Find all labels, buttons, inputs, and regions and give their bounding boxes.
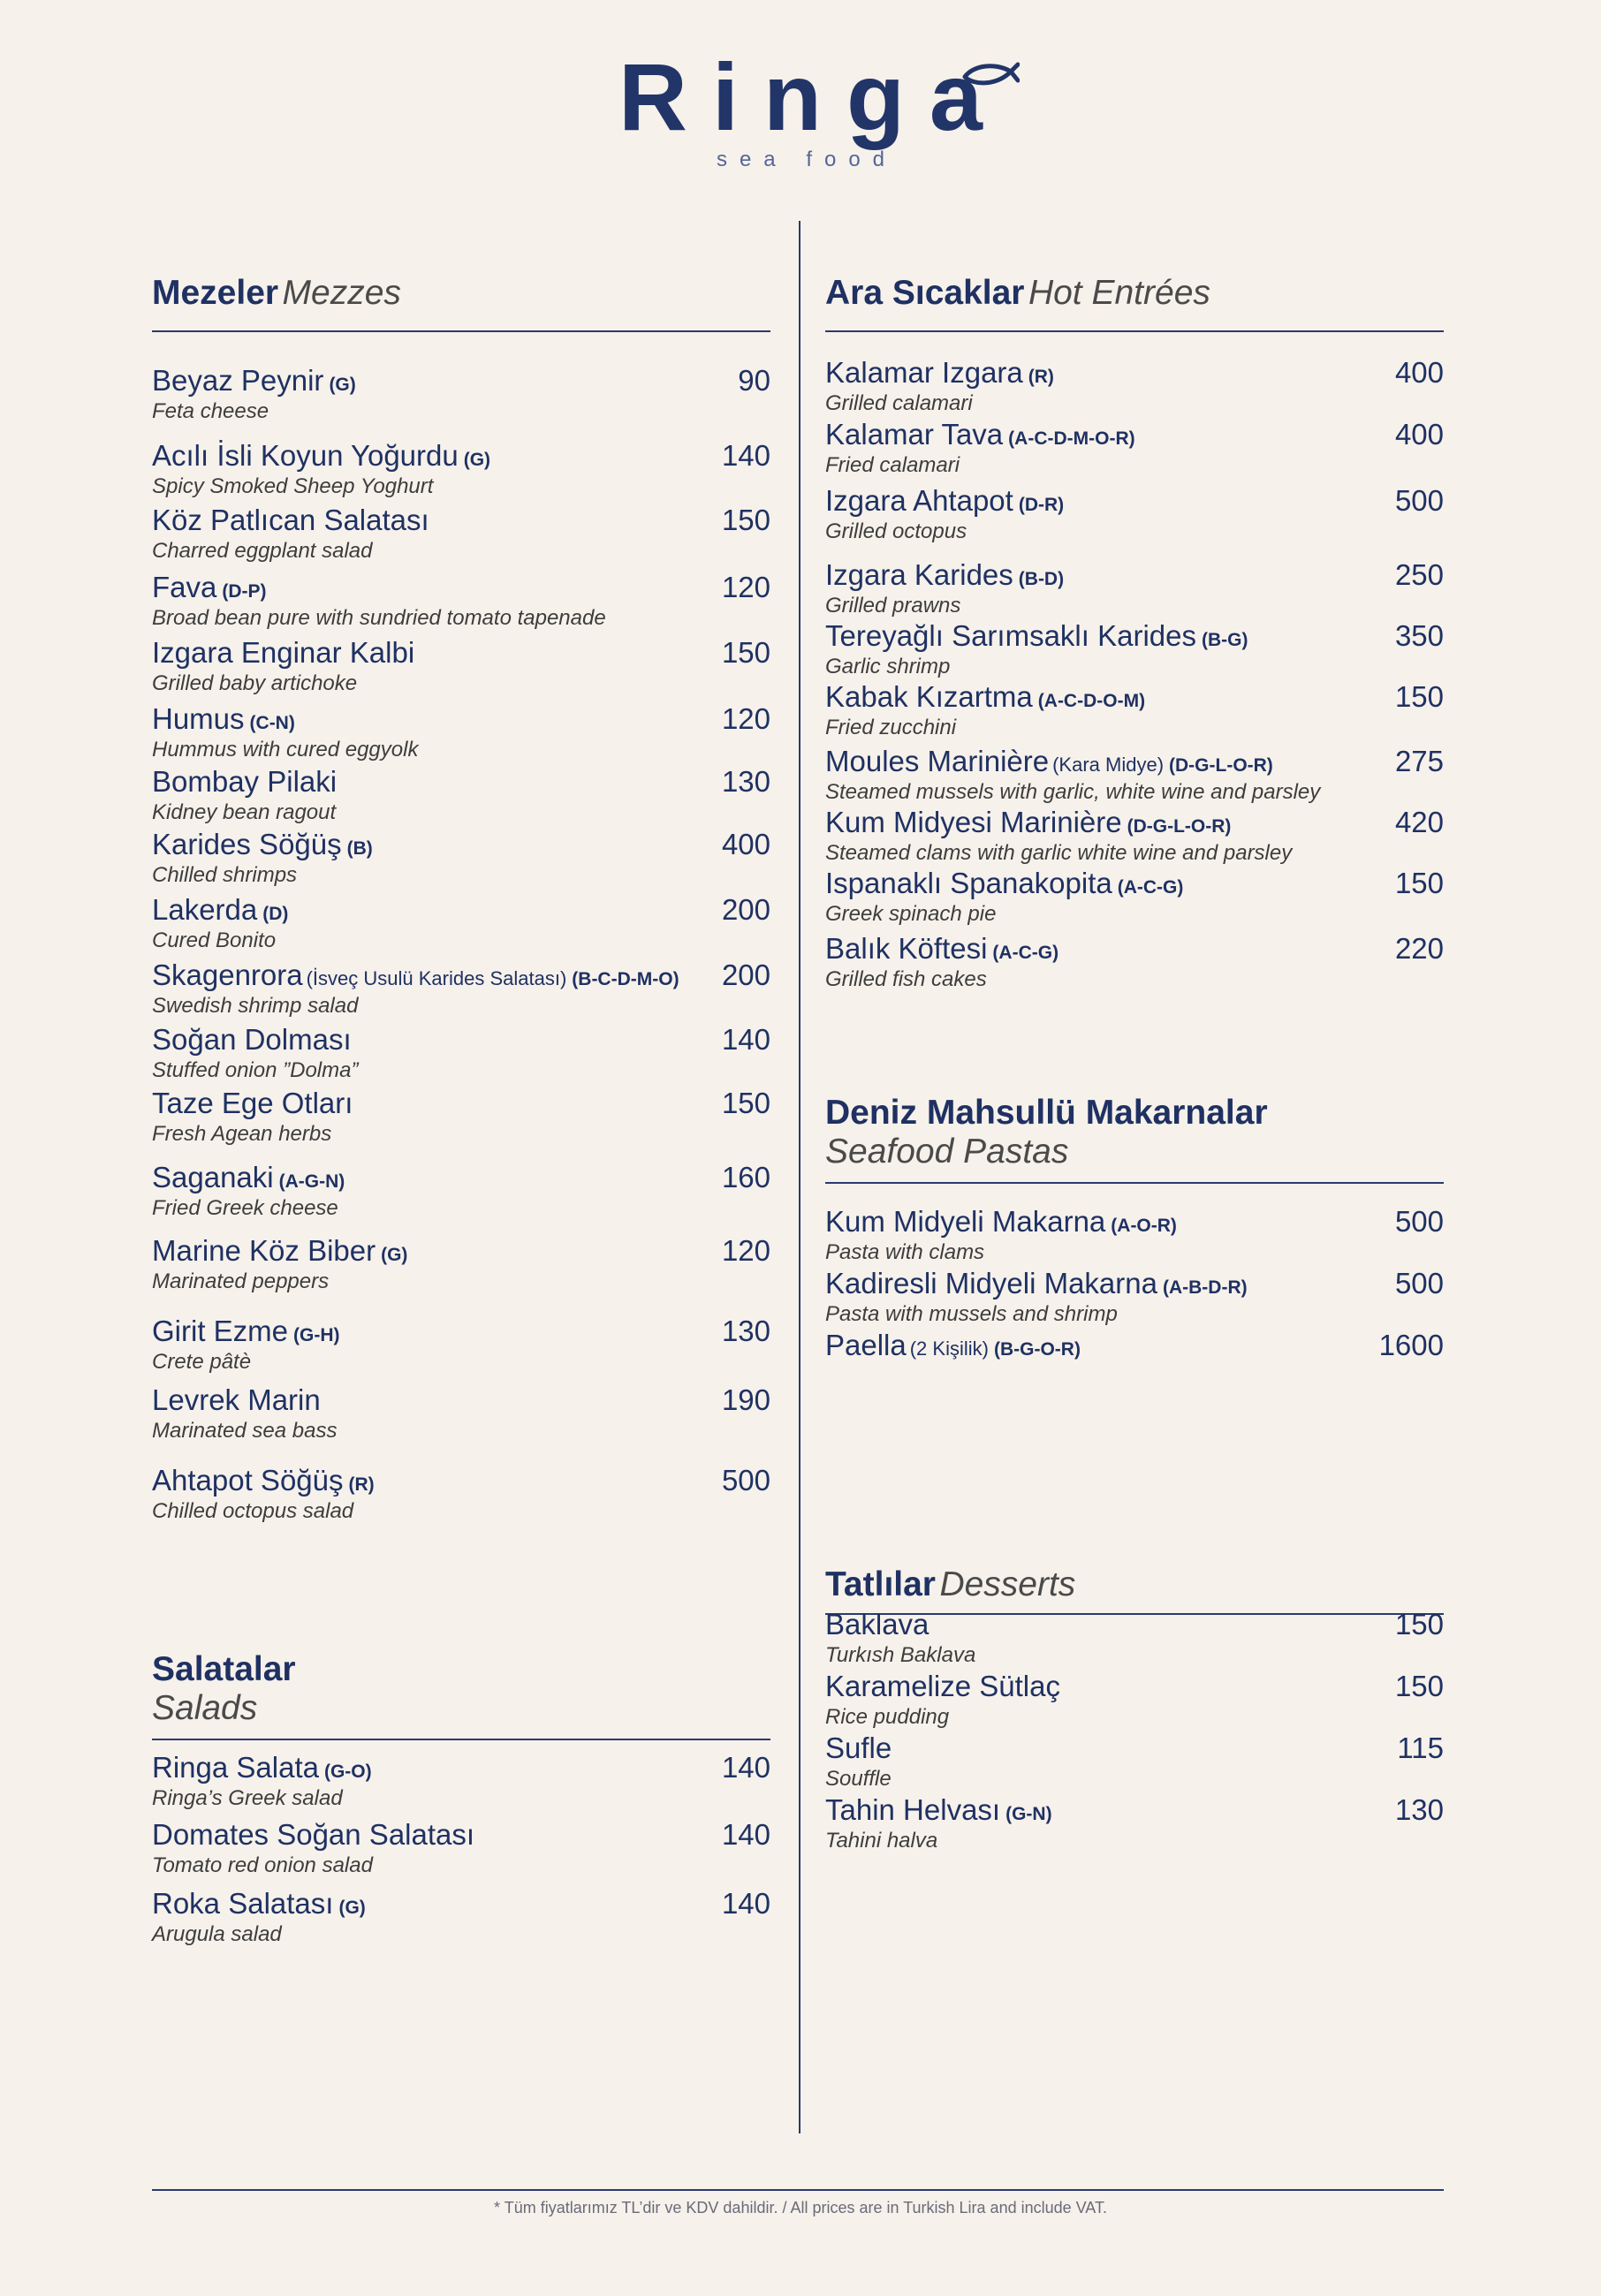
item-price: 420 [1394, 806, 1444, 838]
menu-item [825, 680, 1444, 740]
item-name: Ispanaklı Spanakopita [825, 867, 1112, 899]
menu-item [152, 504, 770, 564]
item-price: 500 [1394, 1205, 1444, 1238]
menu-item [152, 1751, 770, 1811]
section-title-tr: Salatalar [152, 1650, 296, 1688]
item-name-line [152, 1161, 770, 1194]
item-name: Moules Marinière [825, 745, 1050, 777]
section-title-tr: Deniz Mahsullü Makarnalar [825, 1094, 1268, 1132]
item-price: 130 [1394, 1793, 1444, 1826]
item-name: Baklava [825, 1608, 929, 1641]
item-name: Saganaki [152, 1161, 274, 1193]
item-price: 120 [721, 571, 770, 603]
menu-item [825, 558, 1444, 618]
item-name: Humus [152, 702, 245, 735]
menu-item [825, 1731, 1444, 1792]
item-description: Feta cheese [152, 399, 269, 423]
item-description: Swedish shrimp salad [152, 994, 359, 1018]
item-price: 150 [721, 636, 770, 669]
item-price: 150 [721, 504, 770, 536]
item-description: Stuffed onion ”Dolma” [152, 1058, 359, 1082]
item-name: Bombay Pilaki [152, 765, 338, 798]
item-price: 150 [1394, 1608, 1444, 1641]
item-name-line [825, 1608, 1444, 1641]
item-price: 150 [721, 1087, 770, 1119]
section-title-en: Salads [152, 1689, 258, 1727]
item-name: Acılı İsli Koyun Yoğurdu [152, 439, 459, 472]
item-price: 400 [721, 828, 770, 860]
item-allergens: (A-C-G) [1117, 877, 1184, 898]
item-name: Balık Köftesi [825, 932, 988, 965]
item-description: Charred eggplant salad [152, 539, 373, 563]
item-price: 150 [1394, 1670, 1444, 1702]
item-name: Kum Midyeli Makarna [825, 1205, 1106, 1238]
item-description: Hummus with cured eggyolk [152, 738, 419, 762]
item-name: Taze Ege Otları [152, 1087, 353, 1119]
section-title [825, 1565, 1444, 1611]
item-name: Izgara Karides [825, 558, 1013, 591]
section-title [152, 1650, 770, 1728]
item-description: Pasta with clams [825, 1240, 985, 1264]
item-allergens: (A-O-R) [1111, 1216, 1177, 1236]
item-description: Souffle [825, 1767, 892, 1791]
item-price: 1600 [1378, 1329, 1444, 1361]
section-title-en: Mezzes [282, 274, 401, 312]
menu-item [825, 484, 1444, 544]
item-description: Fried Greek cheese [152, 1196, 338, 1220]
menu-item [152, 1023, 770, 1083]
item-name-line [152, 1887, 770, 1921]
item-allergens: (G-O) [323, 1762, 372, 1782]
item-price: 115 [1397, 1731, 1444, 1764]
item-name-line [825, 745, 1444, 778]
item-allergens: (D) [262, 904, 289, 924]
menu-item [152, 959, 770, 1019]
item-name: Roka Salatası [152, 1887, 334, 1920]
item-note: (2 Kişilik) [909, 1337, 989, 1360]
item-name-line [825, 806, 1444, 839]
item-name-line [825, 1793, 1444, 1827]
item-name: Kadiresli Midyeli Makarna [825, 1267, 1157, 1300]
item-description: Steamed clams with garlic white wine and parsley [825, 841, 1293, 865]
item-name-line [152, 571, 770, 604]
menu-item [825, 1670, 1444, 1730]
item-description: Spicy Smoked Sheep Yoghurt [152, 474, 434, 498]
item-name: Karides Söğüş [152, 828, 342, 860]
item-price: 130 [721, 1315, 770, 1347]
item-price: 200 [721, 959, 770, 991]
item-name-line [825, 619, 1444, 653]
item-allergens: (R) [348, 1474, 375, 1495]
section-title-en: Hot Entrées [1028, 274, 1210, 312]
item-description: Marinated peppers [152, 1269, 330, 1293]
item-allergens: (A-G-N) [278, 1171, 345, 1192]
section-hot-entrees [825, 274, 1444, 998]
item-name-line [825, 558, 1444, 592]
item-description: Greek spinach pie [825, 902, 997, 926]
item-name: Paella [825, 1329, 907, 1361]
section-title-tr: Tatlılar [825, 1565, 936, 1603]
item-price: 275 [1394, 745, 1444, 777]
item-allergens: (G) [463, 450, 491, 470]
item-note: (Kara Midye) [1052, 754, 1165, 776]
item-name: Köz Patlıcan Salatası [152, 504, 429, 536]
item-name: Domates Soğan Salatası [152, 1818, 475, 1851]
item-price: 140 [721, 1887, 770, 1920]
section-seafood-pastas [825, 1094, 1444, 1376]
menu-item [152, 1161, 770, 1221]
item-name: Sufle [825, 1731, 892, 1764]
item-allergens: (A-B-D-R) [1162, 1277, 1248, 1298]
item-name-line [825, 680, 1444, 714]
menu-item [152, 1818, 770, 1878]
item-description: Turkısh Baklava [825, 1643, 976, 1667]
menu-item [825, 1329, 1444, 1362]
menu-item [825, 418, 1444, 478]
item-description: Cured Bonito [152, 928, 277, 952]
item-name-line [152, 1315, 770, 1348]
menu-item [825, 356, 1444, 416]
item-allergens: (G-N) [1005, 1804, 1052, 1824]
item-allergens: (R) [1028, 367, 1054, 387]
item-price: 140 [721, 1023, 770, 1056]
item-name-line [825, 1329, 1444, 1362]
brand-name: Ringa [618, 43, 1007, 150]
section-title-tr: Mezeler [152, 274, 279, 312]
item-name: Kum Midyesi Marinière [825, 806, 1122, 838]
menu-item [152, 1087, 770, 1147]
item-name-line [152, 1087, 770, 1120]
item-name: Izgara Enginar Kalbi [152, 636, 415, 669]
item-description: Grilled calamari [825, 391, 973, 415]
item-name-line [825, 484, 1444, 518]
item-name-line [152, 765, 770, 799]
item-allergens: (D-R) [1018, 495, 1065, 515]
item-price: 150 [1394, 867, 1444, 899]
item-description: Fresh Agean herbs [152, 1122, 332, 1146]
item-name-line [152, 1234, 770, 1268]
item-allergens: (A-C-D-O-M) [1037, 691, 1146, 711]
item-price: 250 [1394, 558, 1444, 591]
item-name: Ahtapot Söğüş [152, 1464, 344, 1497]
item-name: Tahin Helvası [825, 1793, 1001, 1826]
item-description: Tomato red onion salad [152, 1853, 373, 1877]
item-price: 500 [721, 1464, 770, 1497]
item-name: Beyaz Peynir [152, 364, 324, 397]
item-price: 130 [721, 765, 770, 798]
item-allergens: (B) [346, 838, 373, 859]
item-name-line [825, 1205, 1444, 1239]
item-description: Broad bean pure with sundried tomato tapenade [152, 606, 606, 630]
item-name-line [152, 1464, 770, 1497]
menu-item [152, 1383, 770, 1444]
menu-item [825, 1793, 1444, 1853]
menu-item [825, 1267, 1444, 1327]
column-divider [799, 221, 800, 2133]
menu-item [152, 1464, 770, 1524]
section-title-en: Desserts [939, 1565, 1076, 1603]
item-note: (İsveç Usulü Karides Salatası) [306, 967, 567, 989]
item-price: 150 [1394, 680, 1444, 713]
item-name-line [825, 1731, 1444, 1765]
item-name-line [825, 1267, 1444, 1300]
item-price: 350 [1394, 619, 1444, 652]
item-price: 160 [721, 1161, 770, 1193]
menu-item [152, 702, 770, 762]
item-price: 400 [1394, 356, 1444, 389]
item-allergens: (A-C-D-M-O-R) [1008, 428, 1135, 449]
item-name-line [825, 867, 1444, 900]
menu-item [152, 828, 770, 888]
menu-item [152, 439, 770, 499]
item-description: Rice pudding [825, 1705, 950, 1729]
section-title-tr: Ara Sıcaklar [825, 274, 1025, 312]
section-title-en: Seafood Pastas [825, 1133, 1069, 1171]
item-description: Fried calamari [825, 453, 960, 477]
item-price: 500 [1394, 1267, 1444, 1300]
item-name-line [152, 504, 770, 537]
item-name: Kalamar Izgara [825, 356, 1023, 389]
item-allergens: (G-H) [293, 1325, 340, 1345]
item-name-line [152, 828, 770, 861]
item-allergens: (A-C-G) [992, 943, 1059, 963]
item-description: Crete pâtè [152, 1350, 252, 1374]
item-price: 90 [738, 364, 770, 397]
menu-item [825, 619, 1444, 679]
section-title [152, 274, 770, 320]
item-description: Fried zucchini [825, 716, 957, 739]
item-price: 400 [1394, 418, 1444, 451]
footer-rule [152, 2189, 1444, 2191]
item-description: Grilled baby artichoke [152, 671, 358, 695]
item-description: Chilled octopus salad [152, 1499, 354, 1523]
item-description: Garlic shrimp [825, 655, 951, 678]
item-description: Chilled shrimps [152, 863, 298, 887]
item-price: 500 [1394, 484, 1444, 517]
menu-item [152, 1887, 770, 1947]
item-allergens: (C-N) [249, 713, 295, 733]
item-price: 140 [721, 439, 770, 472]
menu-item [825, 867, 1444, 927]
item-description: Ringa’s Greek salad [152, 1786, 343, 1810]
fish-icon [961, 59, 1020, 89]
item-name: Ringa Salata [152, 1751, 319, 1784]
item-price: 120 [721, 702, 770, 735]
menu-item [152, 364, 770, 424]
item-name-line [152, 1818, 770, 1852]
item-allergens: (G) [329, 375, 356, 395]
item-name-line [825, 932, 1444, 966]
item-description: Steamed mussels with garlic, white wine and parsley [825, 780, 1321, 804]
section-title [825, 1094, 1444, 1171]
item-name-line [825, 1670, 1444, 1703]
item-price: 140 [721, 1818, 770, 1851]
brand-logo [0, 43, 1601, 172]
item-name: Levrek Marin [152, 1383, 321, 1416]
section-salads [152, 1650, 770, 1959]
section-desserts [825, 1565, 1444, 1866]
item-name-line [152, 1751, 770, 1785]
section-rule [152, 330, 770, 332]
item-name-line [825, 356, 1444, 390]
item-description: Arugula salad [152, 1922, 282, 1946]
menu-item [825, 745, 1444, 805]
item-description: Grilled octopus [825, 519, 967, 543]
item-price: 120 [721, 1234, 770, 1267]
item-name-line [152, 893, 770, 927]
item-name-line [152, 959, 770, 992]
item-name: Fava [152, 571, 217, 603]
menu-item [152, 1315, 770, 1375]
menu-item [825, 1205, 1444, 1265]
item-allergens: (D-G-L-O-R) [1127, 816, 1232, 837]
item-name: Izgara Ahtapot [825, 484, 1013, 517]
item-price: 140 [721, 1751, 770, 1784]
item-description: Kidney bean ragout [152, 800, 337, 824]
item-name-line [152, 364, 770, 398]
item-price: 190 [721, 1383, 770, 1416]
menu-item [152, 1234, 770, 1294]
item-allergens: (G) [381, 1245, 408, 1265]
menu-item [825, 806, 1444, 866]
section-rule [152, 1739, 770, 1740]
item-name-line [152, 1383, 770, 1417]
item-name-line [825, 418, 1444, 451]
section-rule [825, 1182, 1444, 1184]
item-description: Marinated sea bass [152, 1419, 338, 1443]
item-allergens: (B-C-D-M-O) [572, 969, 679, 989]
footer-note: * Tüm fiyatlarımız TL’dir ve KDV dahildir. / All prices are in Turkish Lira and include VAT. [494, 2199, 1107, 2216]
item-description: Grilled fish cakes [825, 967, 987, 991]
item-name-line [152, 702, 770, 736]
section-mezzes [152, 274, 770, 1528]
item-name-line [152, 1023, 770, 1057]
item-name: Karamelize Sütlaç [825, 1670, 1060, 1702]
item-allergens: (G) [338, 1898, 366, 1918]
menu-item [152, 636, 770, 696]
menu-item [152, 893, 770, 953]
item-name: Marine Köz Biber [152, 1234, 376, 1267]
item-price: 220 [1394, 932, 1444, 965]
item-description: Tahini halva [825, 1829, 938, 1853]
item-name: Kalamar Tava [825, 418, 1004, 451]
item-allergens: (D-G-L-O-R) [1169, 755, 1273, 776]
item-name: Skagenrora [152, 959, 303, 991]
item-allergens: (B-G) [1202, 630, 1248, 650]
item-name-line [152, 636, 770, 670]
menu-item [825, 1608, 1444, 1668]
menu-item [152, 571, 770, 631]
item-allergens: (B-D) [1018, 569, 1065, 589]
item-name: Lakerda [152, 893, 258, 926]
menu-item [152, 765, 770, 825]
item-name: Tereyağlı Sarımsaklı Karides [825, 619, 1196, 652]
item-allergens: (D-P) [222, 581, 267, 602]
item-price: 200 [721, 893, 770, 926]
item-name: Soğan Dolması [152, 1023, 352, 1056]
item-name: Kabak Kızartma [825, 680, 1033, 713]
item-description: Grilled prawns [825, 594, 961, 618]
section-rule [825, 330, 1444, 332]
brand-tagline: sea food [716, 148, 898, 171]
item-name-line [152, 439, 770, 473]
item-allergens: (B-G-O-R) [993, 1339, 1081, 1360]
item-name: Girit Ezme [152, 1315, 289, 1347]
menu-item [825, 932, 1444, 992]
section-title [825, 274, 1444, 320]
item-description: Pasta with mussels and shrimp [825, 1302, 1118, 1326]
